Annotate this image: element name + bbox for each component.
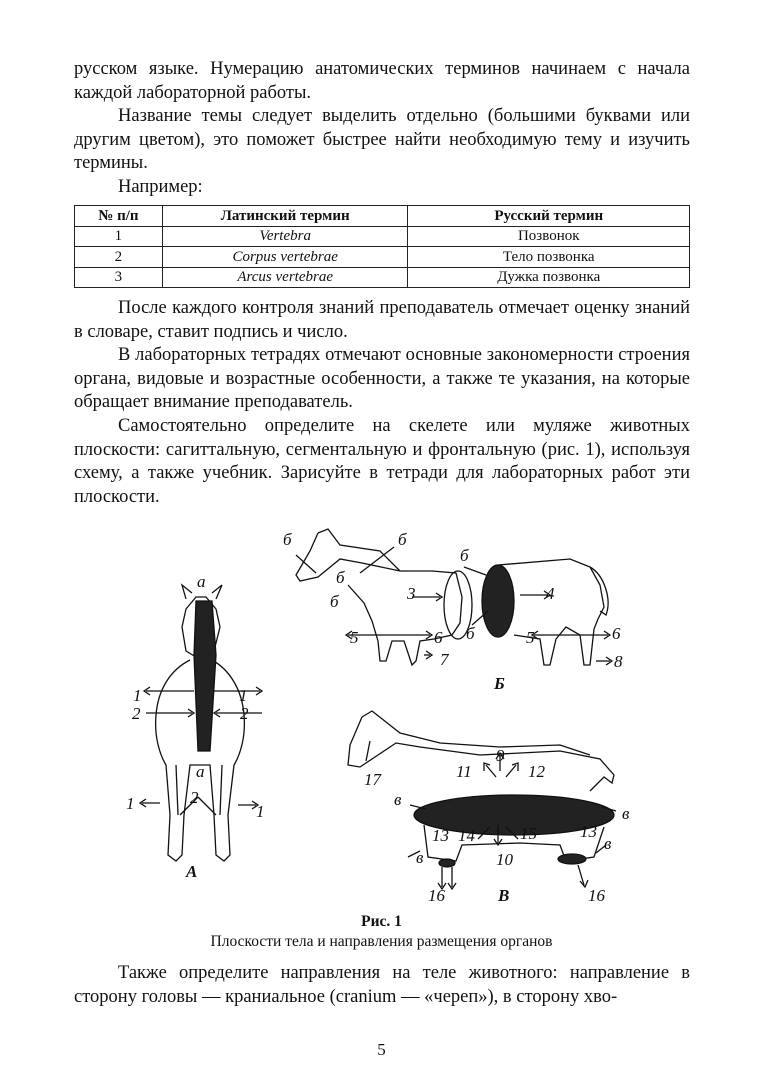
table-row (75, 267, 690, 288)
panel-label-a: А (186, 862, 198, 881)
label-seventeen: 17 (364, 770, 381, 789)
label-five-right: 5 (526, 628, 535, 647)
label-five-left: 5 (350, 628, 359, 647)
label-six-left: 6 (434, 628, 443, 647)
label-one-right: 1 (239, 686, 248, 705)
column-header-russian: Русский термин (408, 206, 690, 227)
paragraph-topic-title: Название темы следует выделить отдельно (большими буквами или другим цветом), это поможет быстрее найти необходимую тему и изучить термины. (74, 106, 690, 174)
cell-latin: Vertebra (162, 226, 408, 247)
label-v-3: в (416, 848, 424, 867)
label-b-5: б (460, 546, 469, 565)
label-fourteen: 14 (458, 826, 475, 845)
body-block (74, 297, 690, 509)
label-seven: 7 (440, 650, 449, 669)
figure-drawing (0, 515, 763, 915)
label-one-bottom-right: 1 (256, 802, 265, 821)
label-twelve: 12 (528, 762, 545, 781)
label-two-left: 2 (132, 704, 141, 723)
panel-label-b: Б (494, 674, 505, 693)
label-thirteen-right: 13 (580, 822, 597, 841)
table-row (75, 247, 690, 268)
label-b-3: б (336, 568, 345, 587)
label-nine: 9 (496, 746, 505, 765)
paragraph-notebooks: В лабораторных тетрадях отмечают основные закономерности строения органа, видовые и возрастные особенности, а также те указания, на которые обращает внимание преподаватель. (74, 345, 690, 413)
cell-russian: Дужка позвонка (408, 267, 690, 288)
cell-russian: Позвонок (408, 226, 690, 247)
label-eight: 8 (614, 652, 623, 671)
label-two-bottom: 2 (190, 788, 199, 807)
paragraph-grading: После каждого контроля знаний преподаватель отмечает оценку знаний в словаре, ставит подпись и число. (74, 298, 690, 342)
cell-number: 3 (75, 267, 163, 288)
cell-latin: Arcus vertebrae (162, 267, 408, 288)
label-ten: 10 (496, 850, 513, 869)
label-v-4: в (604, 834, 612, 853)
example-label: Например: (118, 176, 203, 197)
label-a-top: а (197, 572, 206, 591)
label-b-1: б (283, 530, 292, 549)
label-fifteen: 15 (520, 824, 537, 843)
terms-table (74, 205, 690, 288)
closing-block (74, 962, 690, 1009)
table-header-row (75, 206, 690, 227)
column-header-latin: Латинский термин (162, 206, 408, 227)
label-one-left: 1 (133, 686, 142, 705)
label-thirteen-left: 13 (432, 826, 449, 845)
column-header-number: № п/п (75, 206, 163, 227)
label-two-right: 2 (240, 704, 249, 723)
label-b-4: б (330, 592, 339, 611)
panel-label-c: В (498, 886, 510, 905)
table-row (75, 226, 690, 247)
figure-title: Рис. 1 (361, 913, 402, 930)
page-number: 5 (377, 1040, 386, 1059)
intro-block (74, 58, 690, 200)
cell-latin: Corpus vertebrae (162, 247, 408, 268)
horse-frontal-view (348, 711, 614, 867)
label-b-2: б (398, 530, 407, 549)
cell-number: 2 (75, 247, 163, 268)
figure-caption: Плоскости тела и направления размещения органов (210, 933, 553, 950)
label-sixteen-right: 16 (588, 886, 605, 905)
label-six-right: 6 (612, 624, 621, 643)
label-eleven: 11 (456, 762, 472, 781)
label-one-bottom-left: 1 (126, 794, 135, 813)
label-v-2: в (622, 804, 630, 823)
cell-number: 1 (75, 226, 163, 247)
intro-line: русском языке. Нумерацию анатомических терминов начинаем с начала каждой лабораторной работы. (74, 59, 690, 103)
label-three: 3 (407, 584, 416, 603)
paragraph-planes: Самостоятельно определите на скелете или муляже животных плоскости: сагиттальную, сегментальную и фронтальную (рис. 1), используя схему, а также учебник. Зарисуйте в тетради для лабораторных работ эти плоскости. (74, 415, 690, 507)
label-sixteen-left: 16 (428, 886, 445, 905)
paragraph-directions: Также определите направления на теле животного: направление в сторону головы — краниальное (cranium — «череп»), в сторону хво- (74, 963, 690, 1007)
cell-russian: Тело позвонка (408, 247, 690, 268)
panel-b-arrows (296, 547, 612, 665)
label-a-bottom: а (196, 762, 205, 781)
label-four: 4 (546, 584, 555, 603)
label-b-6: б (466, 624, 475, 643)
figure-planes (0, 515, 763, 915)
horse-segment-rear (482, 559, 608, 665)
horse-segment-front (296, 529, 472, 665)
label-v-1: в (394, 790, 402, 809)
sagittal-plane-a (194, 601, 216, 751)
